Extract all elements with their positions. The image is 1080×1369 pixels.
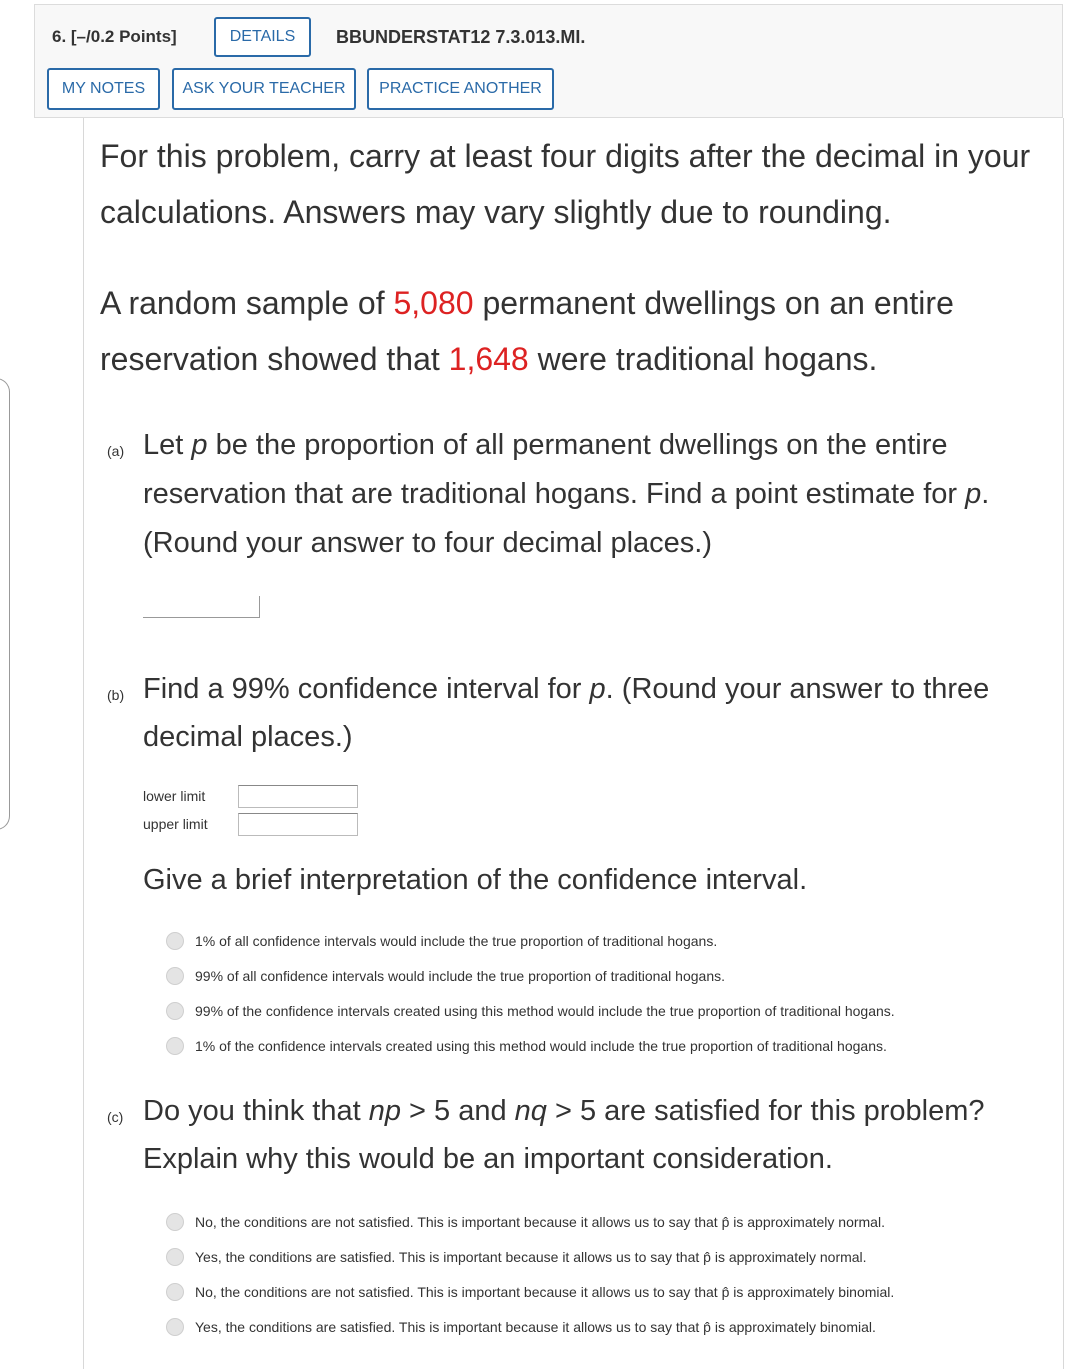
part-b-letter: (b) (107, 687, 125, 703)
var-p: p (965, 478, 982, 510)
part-a-letter: (a) (107, 443, 125, 459)
radio-button[interactable] (166, 1318, 184, 1336)
upper-limit-label: upper limit (143, 816, 208, 832)
content-border-left (83, 118, 84, 1369)
part-a-question (143, 421, 1043, 568)
ask-teacher-button[interactable]: ASK YOUR TEACHER (172, 68, 356, 110)
var-nq: nq (514, 1095, 547, 1127)
radio-button[interactable] (166, 1213, 184, 1231)
problem-text-post: were traditional hogans. (528, 341, 878, 377)
problem-text-pre: A random sample of (100, 285, 394, 321)
hogans-count-value: 1,648 (448, 341, 529, 377)
part-a-text-1: Let (143, 429, 192, 461)
part-c-text-2: > 5 and (400, 1095, 515, 1127)
problem-code: BBUNDERSTAT12 7.3.013.MI. (336, 27, 586, 47)
side-bracket (0, 378, 10, 830)
option-label: Yes, the conditions are satisfied. This is important because it allows us to say that p̂ is approximately binomial. (195, 1319, 876, 1335)
interpretation-question: Give a brief interpretation of the confidence interval. (143, 864, 808, 896)
option-label: No, the conditions are not satisfied. This is important because it allows us to say that p̂ is approximately normal. (195, 1214, 885, 1230)
option-label: 1% of all confidence intervals would include the true proportion of traditional hogans. (195, 933, 718, 949)
part-b-question (143, 665, 1043, 761)
sample-size-value: 5,080 (393, 285, 474, 321)
var-np: np (368, 1095, 401, 1127)
part-b-text-1: Find a 99% confidence interval for (143, 673, 590, 705)
my-notes-button[interactable]: MY NOTES (47, 68, 160, 110)
option-label: 99% of the confidence intervals created using this method would include the true proportion of traditional hogans. (195, 1003, 895, 1019)
question-points: 6. [–/0.2 Points] (52, 27, 177, 46)
intro-instructions: For this problem, carry at least four digits after the decimal in your calculations. Answers may vary slightly due to rounding. (100, 138, 1031, 230)
question-header (34, 4, 1063, 118)
part-c-text-1: Do you think that (143, 1095, 369, 1127)
radio-button[interactable] (166, 1248, 184, 1266)
option-label: No, the conditions are not satisfied. This is important because it allows us to say that p̂ is approximately binomial. (195, 1284, 895, 1300)
part-a-text-3: . (Round your answer to four decimal places.) (143, 478, 990, 559)
option-label: Yes, the conditions are satisfied. This is important because it allows us to say that p̂ is approximately normal. (195, 1249, 867, 1265)
part-a-text-2: be the proportion of all permanent dwellings on the entire reservation that are traditional hogans. Find a point estimate for (143, 429, 966, 510)
problem-text-mid: permanent dwellings on an entire reservation showed that (100, 285, 954, 377)
lower-limit-input[interactable] (238, 785, 358, 808)
option-label: 1% of the confidence intervals created using this method would include the true proportion of traditional hogans. (195, 1038, 887, 1054)
radio-button[interactable] (166, 932, 184, 950)
part-c-letter: (c) (107, 1109, 124, 1125)
var-p: p (191, 429, 208, 461)
details-button[interactable]: DETAILS (214, 17, 311, 57)
option-label: 99% of all confidence intervals would include the true proportion of traditional hogans. (195, 968, 725, 984)
problem-statement (100, 275, 1050, 387)
practice-another-button[interactable]: PRACTICE ANOTHER (367, 68, 554, 110)
part-c-text-3: > 5 are satisfied for this problem? Explain why this would be an important consideration. (143, 1095, 985, 1175)
content-border-right (1063, 118, 1064, 1369)
radio-button[interactable] (166, 1002, 184, 1020)
var-p: p (589, 673, 606, 705)
radio-button[interactable] (166, 1037, 184, 1055)
part-b-text-2: . (Round your answer to three decimal places.) (143, 673, 990, 753)
point-estimate-input[interactable] (143, 596, 260, 618)
radio-button[interactable] (166, 1283, 184, 1301)
lower-limit-label: lower limit (143, 788, 206, 804)
part-c-question (143, 1087, 1043, 1183)
radio-button[interactable] (166, 967, 184, 985)
upper-limit-input[interactable] (238, 813, 358, 836)
